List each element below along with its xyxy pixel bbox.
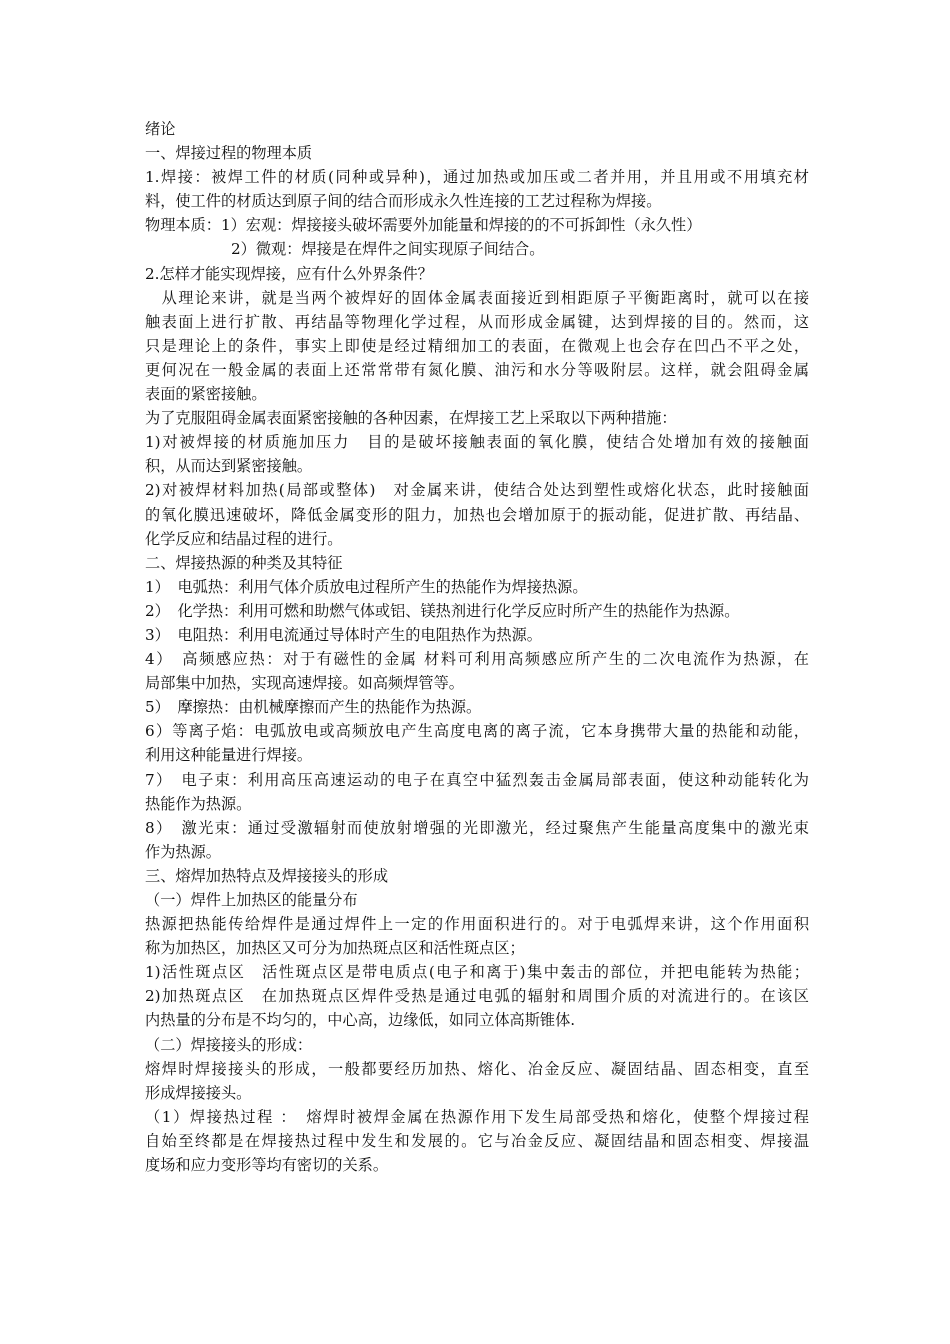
list-item: 4） 高频感应热：对于有磁性的金属 材料可利用高频感应所产生的二次电流作为热源，在 (145, 650, 809, 669)
list-item: 5） 摩擦热：由机械摩擦而产生的热能作为热源。 (145, 698, 482, 717)
list-item: 2） 化学热：利用可燃和助燃气体或铝、镁热剂进行化学反应时所产生的热能作为热源。 (145, 601, 740, 620)
text-line: 从理论来讲，就是当两个被焊好的固体金属表面接近到相距原子平衡距离时，就可以在接 (145, 288, 809, 307)
text-line: 化学反应和结晶过程的进行。 (145, 529, 343, 548)
text-line: 更何况在一般金属的表面上还常常带有氮化膜、油污和水分等吸附层。这样，就会阻碍金属 (145, 360, 809, 379)
text-line: 形成焊接接头。 (145, 1083, 252, 1102)
text-line: 热源把热能传给焊件是通过焊件上一定的作用面积进行的。对于电弧焊来讲，这个作用面积 (145, 915, 809, 934)
document-body (145, 117, 809, 1177)
text-line: 称为加热区，加热区又可分为加热斑点区和活性斑点区； (145, 939, 525, 958)
text-line: 1)活性斑点区 活性斑点区是带电质点(电子和离于)集中轰击的部位，并把电能转为热能； (145, 963, 809, 982)
text-line: 只是理论上的条件，事实上即使是经过精细加工的表面，在微观上也会存在凹凸不平之处， (145, 336, 809, 355)
text-line: 1)对被焊接的材质施加压力 目的是破坏接触表面的氧化膜，使结合处增加有效的接触面 (145, 433, 809, 452)
subsection-heading: （二）焊接接头的形成： (145, 1035, 313, 1054)
text-line: 物理本质：1）宏观：焊接接头破坏需要外加能量和焊接的的不可拆卸性（永久性） (145, 216, 702, 235)
text-line: 2)对被焊材料加热(局部或整体) 对金属来讲，使结合处达到塑性或熔化状态，此时接触面 (145, 481, 809, 500)
text-line: 2）微观：焊接是在焊件之间实现原子间结合。 (231, 240, 545, 259)
section-heading: 二、焊接热源的种类及其特征 (145, 553, 343, 572)
text-line: 触表面上进行扩散、再结晶等物理化学过程，从而形成金属键，达到焊接的目的。然而，这 (145, 312, 809, 331)
doc-title: 绪论 (145, 120, 176, 138)
text-line: 为了克服阻碍金属表面紧密接触的各种因素，在焊接工艺上采取以下两种措施： (145, 409, 677, 428)
text-line: 热能作为热源。 (145, 794, 252, 813)
list-item: 8） 激光束：通过受激辐射而使放射增强的光即激光，经过聚焦产生能量高度集中的激光束 (145, 818, 809, 837)
text-line: 积，从而达到紧密接触。 (145, 457, 313, 476)
text-line: 作为热源。 (145, 842, 221, 861)
text-line: 2.怎样才能实现焊接，应有什么外界条件？ (145, 264, 433, 283)
text-line: 利用这种能量进行焊接。 (145, 746, 313, 765)
text-line: 局部集中加热，实现高速焊接。如高频焊管等。 (145, 674, 464, 693)
text-line: 2)加热斑点区 在加热斑点区焊件受热是通过电弧的辐射和周围介质的对流进行的。在该区 (145, 987, 809, 1006)
text-line: 度场和应力变形等均有密切的关系。 (145, 1156, 388, 1175)
text-line: 料，使工件的材质达到原子间的结合而形成永久性连接的工艺过程称为焊接。 (145, 192, 662, 211)
text-line: 的氧化膜迅速破坏，降低金属变形的阻力，加热也会增加原于的振动能，促进扩散、再结晶、 (145, 505, 809, 524)
list-item: 3） 电阻热：利用电流通过导体时产生的电阻热作为热源。 (145, 625, 542, 644)
text-line: 1.焊接：被焊工件的材质(同种或异种)，通过加热或加压或二者并用，并且用或不用填充材 (145, 168, 809, 187)
text-line: 内热量的分布是不均匀的，中心高，边缘低，如同立体高斯锥体. (145, 1011, 576, 1030)
list-item: 6）等离子焰：电弧放电或高频放电产生高度电离的离子流，它本身携带大量的热能和动能， (145, 722, 809, 741)
section-heading: 三、熔焊加热特点及焊接接头的形成 (145, 866, 388, 885)
text-line: 熔焊时焊接接头的形成，一般都要经历加热、熔化、冶金反应、凝固结晶、固态相变，直至 (145, 1059, 809, 1078)
subsection-heading: （一）焊件上加热区的能量分布 (145, 891, 358, 909)
text-line: （1）焊接热过程 ： 熔焊时被焊金属在热源作用下发生局部受热和熔化，使整个焊接过程 (145, 1107, 809, 1126)
text-line: 自始至终都是在焊接热过程中发生和发展的。它与冶金反应、凝固结晶和固态相变、焊接温 (145, 1131, 809, 1150)
section-heading: 一、焊接过程的物理本质 (145, 144, 313, 163)
list-item: 7） 电子束：利用高压高速运动的电子在真空中猛烈轰击金属局部表面，使这种动能转化为 (145, 770, 809, 789)
text-line: 表面的紧密接触。 (145, 385, 267, 404)
list-item: 1） 电弧热：利用气体介质放电过程所产生的热能作为焊接热源。 (145, 577, 588, 596)
